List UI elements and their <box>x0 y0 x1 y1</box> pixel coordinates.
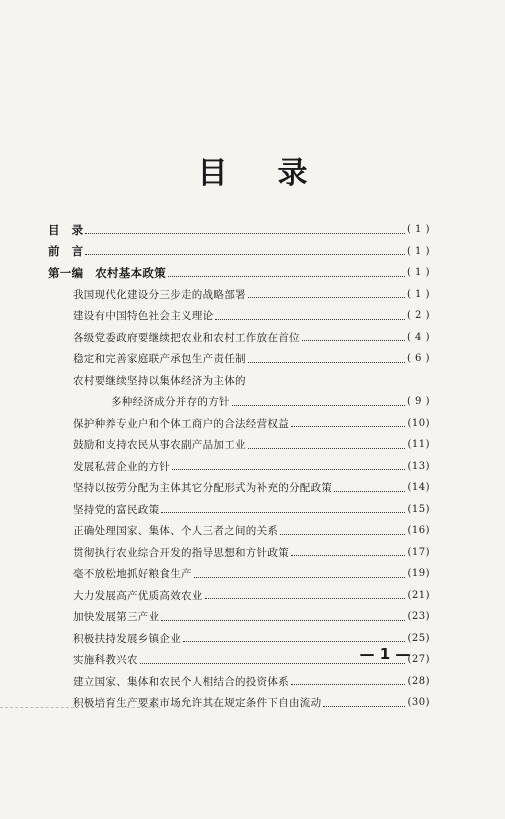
dot-leader <box>302 339 405 341</box>
toc-entry-title: 积极扶持发展乡镇企业 <box>73 632 181 645</box>
toc-entry-page: (17) <box>407 546 430 558</box>
toc-entry-title: 农村要继续坚持以集体经济为主体的 <box>73 374 246 387</box>
table-of-contents <box>48 219 430 714</box>
toc-entry-title: 建立国家、集体和农民个人相结合的投资体系 <box>73 675 289 688</box>
toc-entry <box>48 434 430 456</box>
toc-entry-page: ( 1 ) <box>406 267 430 279</box>
title-char-1: 目 <box>197 156 228 191</box>
dot-leader <box>232 404 405 406</box>
toc-entry-title: 前 言 <box>48 244 84 259</box>
dot-leader <box>334 490 405 492</box>
toc-entry-page: (14) <box>407 482 430 494</box>
toc-entry <box>48 327 430 349</box>
toc-entry-page: (30) <box>407 697 430 709</box>
toc-entry-page: (21) <box>407 589 430 601</box>
toc-entry-title: 目 录 <box>48 222 84 237</box>
dot-leader <box>168 275 405 277</box>
toc-entry <box>48 348 430 370</box>
toc-entry-title: 保护种养专业户和个体工商户的合法经营权益 <box>73 417 289 430</box>
toc-entry <box>48 606 430 628</box>
toc-entry-title: 多种经济成分并存的方针 <box>111 396 230 409</box>
toc-entry-title: 各级党委政府要继续把农业和农村工作放在首位 <box>73 331 300 344</box>
toc-entry <box>48 499 430 521</box>
dot-leader <box>215 318 405 320</box>
toc-entry-title: 发展私营企业的方针 <box>73 460 171 473</box>
toc-entry-page: (15) <box>407 503 430 515</box>
toc-entry <box>48 370 430 392</box>
toc-entry-title: 积极培育生产要素市场允许其在规定条件下自由流动 <box>73 697 322 710</box>
page-number: — 1 — <box>359 645 411 663</box>
toc-entry-title: 坚持党的富民政策 <box>73 503 160 516</box>
toc-entry-page: ( 6 ) <box>406 353 430 365</box>
toc-entry-title: 实施科教兴农 <box>73 654 138 667</box>
toc-entry <box>48 477 430 499</box>
toc-entry-page: (13) <box>407 460 430 472</box>
toc-entry-page: (10) <box>407 417 430 429</box>
dot-leader <box>323 705 405 707</box>
title-char-2: 录 <box>277 156 308 191</box>
dot-leader <box>183 640 405 642</box>
toc-entry <box>48 219 430 241</box>
dot-leader <box>248 447 406 449</box>
toc-entry-page: (19) <box>407 568 430 580</box>
toc-entry-title: 加快发展第三产业 <box>73 611 160 624</box>
dot-leader <box>85 232 405 234</box>
toc-entry-title: 建设有中国特色社会主义理论 <box>73 310 214 323</box>
toc-entry <box>48 241 430 263</box>
toc-entry <box>48 585 430 607</box>
dot-leader <box>291 683 405 685</box>
toc-entry-title: 坚持以按劳分配为主体其它分配形式为补充的分配政策 <box>73 482 333 495</box>
dot-leader <box>291 554 405 556</box>
toc-entry-page: (28) <box>407 675 430 687</box>
toc-entry <box>48 542 430 564</box>
dot-leader <box>205 597 406 599</box>
toc-entry-title: 鼓励和支持农民从事农副产品加工业 <box>73 439 246 452</box>
toc-entry-page: (27) <box>407 654 430 666</box>
toc-entry <box>48 284 430 306</box>
page-title <box>0 148 505 192</box>
toc-entry <box>48 563 430 585</box>
toc-entry-title: 稳定和完善家庭联产承包生产责任制 <box>73 353 246 366</box>
toc-entry-title: 大力发展高产优质高效农业 <box>73 589 203 602</box>
toc-entry <box>48 262 430 284</box>
toc-entry <box>48 391 430 413</box>
toc-entry-title: 第一编 农村基本政策 <box>48 265 166 280</box>
toc-entry-title: 毫不放松地抓好粮食生产 <box>73 568 192 581</box>
toc-entry-page: (25) <box>407 632 430 644</box>
toc-entry-page: ( 4 ) <box>406 331 430 343</box>
toc-entry-title: 正确处理国家、集体、个人三者之间的关系 <box>73 525 279 538</box>
toc-entry-page: ( 1 ) <box>406 288 430 300</box>
toc-entry-title: 我国现代化建设分三步走的战略部署 <box>73 288 246 301</box>
toc-entry <box>48 456 430 478</box>
toc-entry-page: ( 9 ) <box>406 396 430 408</box>
toc-entry-page: (11) <box>407 439 430 451</box>
dot-leader <box>248 361 405 363</box>
toc-entry-page: (16) <box>407 525 430 537</box>
toc-entry-page: ( 1 ) <box>406 245 430 257</box>
toc-entry-title: 贯彻执行农业综合开发的指导思想和方针政策 <box>73 546 289 559</box>
toc-entry <box>48 520 430 542</box>
toc-entry <box>48 413 430 435</box>
dot-leader <box>85 253 405 255</box>
scan-artifact <box>160 705 230 709</box>
dot-leader <box>280 533 405 535</box>
toc-entry-page: (23) <box>407 611 430 623</box>
scan-artifact <box>0 707 160 712</box>
toc-entry <box>48 305 430 327</box>
dot-leader <box>291 425 405 427</box>
dot-leader <box>161 619 405 621</box>
toc-entry-page: ( 1 ) <box>406 224 430 236</box>
dot-leader <box>161 511 405 513</box>
dot-leader <box>194 576 406 578</box>
toc-entry-page: ( 2 ) <box>406 310 430 322</box>
dot-leader <box>172 468 405 470</box>
toc-entry <box>48 671 430 693</box>
dot-leader <box>248 296 405 298</box>
